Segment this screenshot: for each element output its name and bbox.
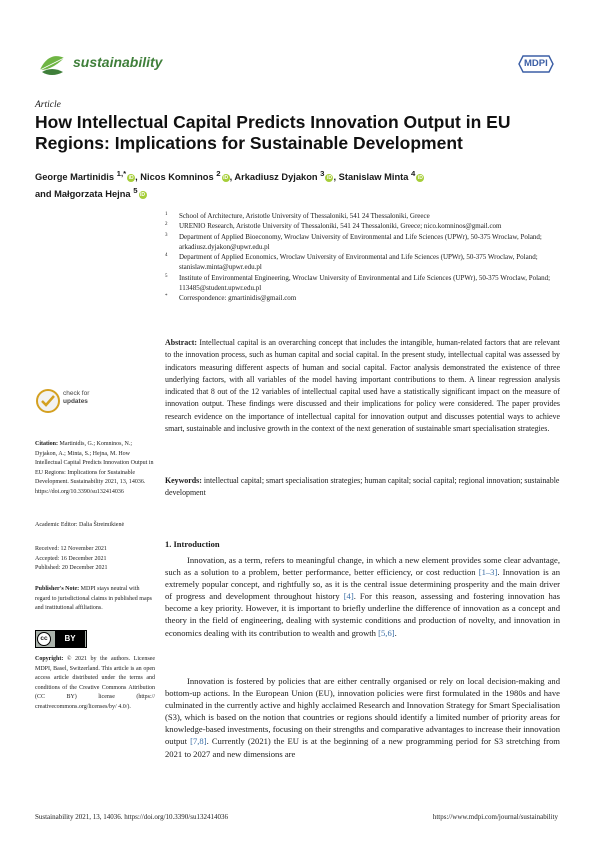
cc-icon: cc — [37, 632, 51, 646]
abstract-text: Intellectual capital is an overarching concept that includes the intangible, human-related factors that are relevant to the innovation process, such as human capital and social capital. In the present study, intellectual capital was assessed by indicators measuring different aspects of human and social capital. Factor analysis demonstrated the existence of three underlying factors, with all variables of the model having important contributions to them. A linear regression analysis indicated that 8 out of the 12 variables of intellectual capital used have a statistically significant impact on the measure of innovation output. These findings were discussed and their implications for policy were considered. The paper provides research evidence on the importance of intellectual capital for innovation output and discusses potential ways to achieve smart, sustainable and inclusive growth in the context of the next generation of sustainable smart specialisation strategies. — [165, 338, 560, 434]
orcid-icon[interactable]: iD — [417, 175, 423, 182]
abstract-label: Abstract: — [165, 338, 197, 347]
affiliation: 3 Department of Applied Bioeconomy, Wroclaw University of Environmental and Life Sciences (UPWr), 50-375 Wroclaw, Poland; arkadiusz.dyjakon@upwr.edu.pl — [165, 232, 542, 251]
footer-journal-url[interactable]: https://www.mdpi.com/journal/sustainability — [432, 813, 558, 821]
citation-link[interactable]: [7,8] — [190, 736, 207, 747]
affiliation: 5 Institute of Environmental Engineering, Wroclaw University of Environmental and Life Sciences (UPWr), 50-375 Wroclaw, Poland; 113485@student.upwr.edu.pl — [165, 273, 551, 293]
citation-label: Citation: — [35, 441, 58, 447]
affiliation: 1 School of Architecture, Aristotle University of Thessaloniki, 541 24 Thessaloniki, Greece — [165, 212, 430, 220]
copyright-label: Copyright: — [35, 656, 64, 662]
check-for-updates-badge[interactable] — [36, 388, 116, 416]
paper-title: How Intellectual Capital Predicts Innovation Output in EU Regions: Implications for Sustainable Development — [35, 112, 511, 153]
author-list: George Martinidis $^{1,*}$iD , Nicos Komninos $^2$iD , Arkadiusz Dyjakon $^3$iD , Stanislaw Minta $^4$iD and Małgorzata Hejna $^5$iD — [35, 169, 423, 200]
academic-editor: Academic Editor: Dalia Štreimikienė — [35, 522, 125, 528]
check-updates-line2: updates — [63, 398, 88, 405]
check-updates-icon — [36, 388, 60, 414]
publisher-logo-text: MDPI — [524, 58, 548, 69]
orcid-icon[interactable]: iD — [128, 175, 134, 182]
journal-logo-icon — [36, 48, 68, 80]
keywords — [165, 475, 560, 500]
received-date: Received: 12 November 2021 — [35, 546, 107, 552]
publisher-note-text: MDPI stays neutral with regard to jurisdictional claims in published maps and institutional affiliations. — [35, 586, 152, 612]
copyright — [35, 655, 155, 713]
footer-citation[interactable]: Sustainability 2021, 13, 14036. https://doi.org/10.3390/su132414036 — [35, 813, 228, 821]
author[interactable]: George Martinidis $^{1,*}$ — [35, 169, 127, 183]
citation-link[interactable]: [4] — [343, 591, 354, 602]
affiliation: 2 URENIO Research, Aristotle University of Thessaloniki, 541 24 Thessaloniki, Greece; nico.komninos@gmail.com — [165, 222, 502, 231]
keywords-text: intellectual capital; smart specialisation strategies; human capital; social capital; regional innovation; sustainable development — [165, 476, 560, 498]
author[interactable]: Małgorzata Hejna $^5$ — [54, 186, 138, 200]
copyright-text: © 2021 by the authors. Licensee MDPI, Basel, Switzerland. This article is an open access article distributed under the terms and conditions of the Creative Commons Attribution (CC BY) license (https:// creativecommons.org/licenses/by/ 4.0/). — [35, 656, 155, 710]
publication-dates — [35, 545, 155, 574]
check-updates-line1: check for — [63, 390, 90, 397]
correspondence: * Correspondence: gmartinidis@gmail.com — [165, 294, 297, 303]
affiliation: 4 Department of Applied Economics, Wroclaw University of Environmental and Life Sciences (UPWr), 50-375 Wroclaw, Poland; stanislaw.minta@upwr.edu.pl — [165, 253, 538, 272]
accepted-date: Accepted: 16 December 2021 — [35, 555, 107, 562]
section-heading: 1. Introduction — [165, 539, 220, 549]
published-date: Published: 20 December 2021 — [35, 565, 108, 572]
abstract — [165, 337, 560, 435]
citation-link[interactable]: [1–3] — [478, 567, 498, 578]
orcid-icon[interactable]: iD — [223, 175, 229, 182]
by-label: BY — [55, 631, 85, 647]
publisher-note-label: Publisher's Note: — [35, 586, 80, 592]
orcid-icon[interactable]: iD — [326, 175, 332, 182]
keywords-label: Keywords: — [165, 476, 202, 485]
affiliations — [165, 211, 560, 304]
publisher-logo — [515, 52, 557, 76]
publisher-note — [35, 585, 155, 614]
article-type: Article — [35, 100, 61, 110]
author[interactable]: Nicos Komninos $^2$ — [140, 169, 221, 183]
citation-link[interactable]: [5,6] — [378, 627, 395, 638]
paragraph: Innovation, as a term, refers to meaningful change, in which a new element provides some clear advantage, such as a solution to a problem, better performance, better efficiency, or cost reduction [1–3]. Innovation is an extremely popular concept, and rightfully so, as it is the central issue determining prosperity and the main driver of progress and development throughout history [4]. For this reason, assessing and fostering innovation has become a key priority. However, it is important to briefly underline the difference of innovation as a concept and theory in the field of engineering, dealing with systemic conditions and production of novelty, and innovation in economics dealing with its contribution to wealth and growth [5,6]. — [165, 555, 560, 638]
cc-by-license-icon[interactable] — [35, 630, 87, 648]
citation — [35, 440, 155, 498]
paragraph: Innovation is fostered by policies that are either centrally organised or rely on local decision-making and bottom-up actions. In the European Union (EU), innovation policies were first formulated in the 1980s and have culminated in the currently active and highly acclaimed Research and Innovation Strategy for Smart Specialisation (S3), which is based on the notion that countries or regions should identify a limited number of priority areas for knowledge-based investments, focusing on their strengths and comparative advantages to increase their innovation output [7,8]. Currently (2021) the EU is at the beginning of a new programming period for S3 stretching from 2021 to 2027 and new dimensions are — [165, 676, 560, 759]
author[interactable]: Arkadiusz Dyjakon $^3$ — [234, 169, 325, 183]
orcid-icon[interactable]: iD — [140, 192, 145, 199]
citation-text: Martinidis, G.; Komninos, N.; Dyjakon, A.; Minta, S.; Hejna, M. How Intellectual Capital Predicts Innovation Output in EU Regions: Implications for Sustainable Development. Sustainability 2021, 13, 14036. https://doi.org/10.3390/su132414036 — [35, 441, 154, 495]
journal-name: sustainability — [73, 54, 163, 70]
author[interactable]: Stanislaw Minta $^4$ — [338, 169, 416, 183]
